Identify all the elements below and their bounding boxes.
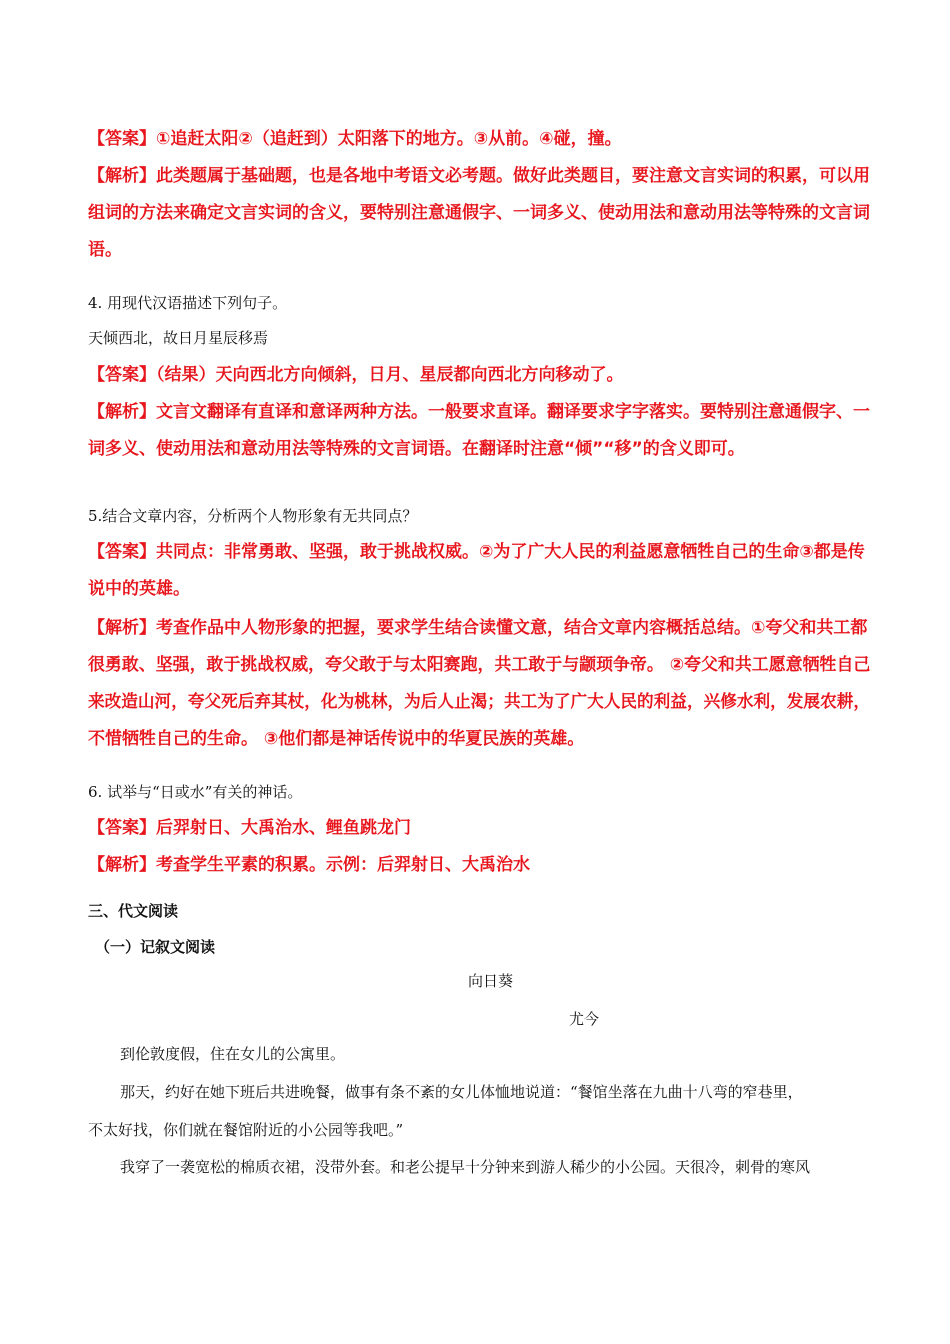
section-subtitle: （一）记叙文阅读 — [95, 938, 216, 956]
q5-analysis-line-1 — [88, 620, 867, 637]
q5-answer-line-1 — [88, 544, 865, 561]
q4-question: 4. 用现代汉语描述下列句子。 — [88, 294, 288, 312]
q3-answer — [88, 131, 622, 148]
q5-answer-line-2: 说中的英雄。 — [88, 579, 190, 599]
q5-question: 5.结合文章内容，分析两个人物形象有无共同点？ — [88, 507, 418, 525]
answer-text: 共同点：非常勇敢、坚强，敢于挑战权威。②为了广大人民的利益愿意牺牲自己的生命③都是传 — [156, 542, 865, 562]
q6-analysis — [88, 857, 530, 874]
analysis-text: 此类题属于基础题，也是各地中考语文必考题。做好此类题目，要注意文言实词的积累，可以用 — [156, 166, 870, 186]
q6-question: 6. 试举与“日或水”有关的神话。 — [88, 783, 303, 801]
article-author: 尤今 — [569, 1010, 600, 1028]
q4-analysis-line-1 — [88, 404, 870, 421]
q5-analysis-line-3: 来改造山河，夸父死后弃其杖，化为桃林，为后人止渴；共工为了广大人民的利益，兴修水利，发展农耕， — [88, 692, 870, 712]
answer-tag: 【答案】 — [88, 542, 156, 562]
article-paragraph-3-line-1: 我穿了一袭宽松的棉质衣裙，没带外套。和老公提早十分钟来到游人稀少的小公园。天很冷，刺骨的寒风 — [120, 1158, 811, 1176]
answer-text: ①追赶太阳②（追赶到）太阳落下的地方。③从前。④碰，撞。 — [156, 129, 622, 149]
q6-answer — [88, 820, 411, 837]
q5-analysis-line-4: 不惜牺牲自己的生命。 ③他们都是神话传说中的华夏民族的英雄。 — [88, 729, 585, 749]
section-title: 三、代文阅读 — [88, 902, 179, 920]
answer-tag: 【答案】 — [88, 365, 156, 385]
q4-answer — [88, 367, 624, 384]
article-paragraph-2-line-1: 那天，约好在她下班后共进晚餐，做事有条不紊的女儿体恤地说道：“餐馆坐落在九曲十八弯的窄巷里， — [120, 1083, 803, 1101]
answer-text: 后羿射日、大禹治水、鲤鱼跳龙门 — [156, 818, 411, 838]
analysis-text: 文言文翻译有直译和意译两种方法。一般要求直译。翻译要求字字落实。要特别注意通假字、一 — [156, 402, 870, 422]
analysis-tag: 【解析】 — [88, 618, 156, 638]
analysis-text: 考查作品中人物形象的把握，要求学生结合读懂文意，结合文章内容概括总结。①夸父和共工都 — [156, 618, 868, 638]
analysis-tag: 【解析】 — [88, 166, 156, 186]
q3-analysis-line-2: 组词的方法来确定文言实词的含义，要特别注意通假字、一词多义、使动用法和意动用法等特殊的文言词 — [88, 203, 870, 223]
analysis-text: 考查学生平素的积累。示例：后羿射日、大禹治水 — [156, 855, 530, 875]
article-title: 向日葵 — [468, 972, 514, 990]
q4-analysis-line-2: 词多义、使动用法和意动用法等特殊的文言词语。在翻译时注意“倾”“移”的含义即可。 — [88, 439, 745, 459]
article-paragraph-2-line-2: 不太好找，你们就在餐馆附近的小公园等我吧。” — [88, 1121, 404, 1139]
q5-analysis-line-2: 很勇敢、坚强，敢于挑战权威，夸父敢于与太阳赛跑，共工敢于与颛顼争帝。 ②夸父和共工愿意牺牲自己 — [88, 655, 871, 675]
answer-tag: 【答案】 — [88, 818, 156, 838]
analysis-tag: 【解析】 — [88, 855, 156, 875]
answer-tag: 【答案】 — [88, 129, 156, 149]
article-paragraph-1: 到伦敦度假，住在女儿的公寓里。 — [120, 1045, 346, 1063]
q4-sentence: 天倾西北，故日月星辰移焉 — [88, 329, 269, 347]
answer-text: （结果）天向西北方向倾斜，日月、星辰都向西北方向移动了。 — [156, 365, 624, 385]
q3-analysis-line-3: 语。 — [88, 240, 122, 260]
q3-analysis-line-1 — [88, 168, 870, 185]
analysis-tag: 【解析】 — [88, 402, 156, 422]
